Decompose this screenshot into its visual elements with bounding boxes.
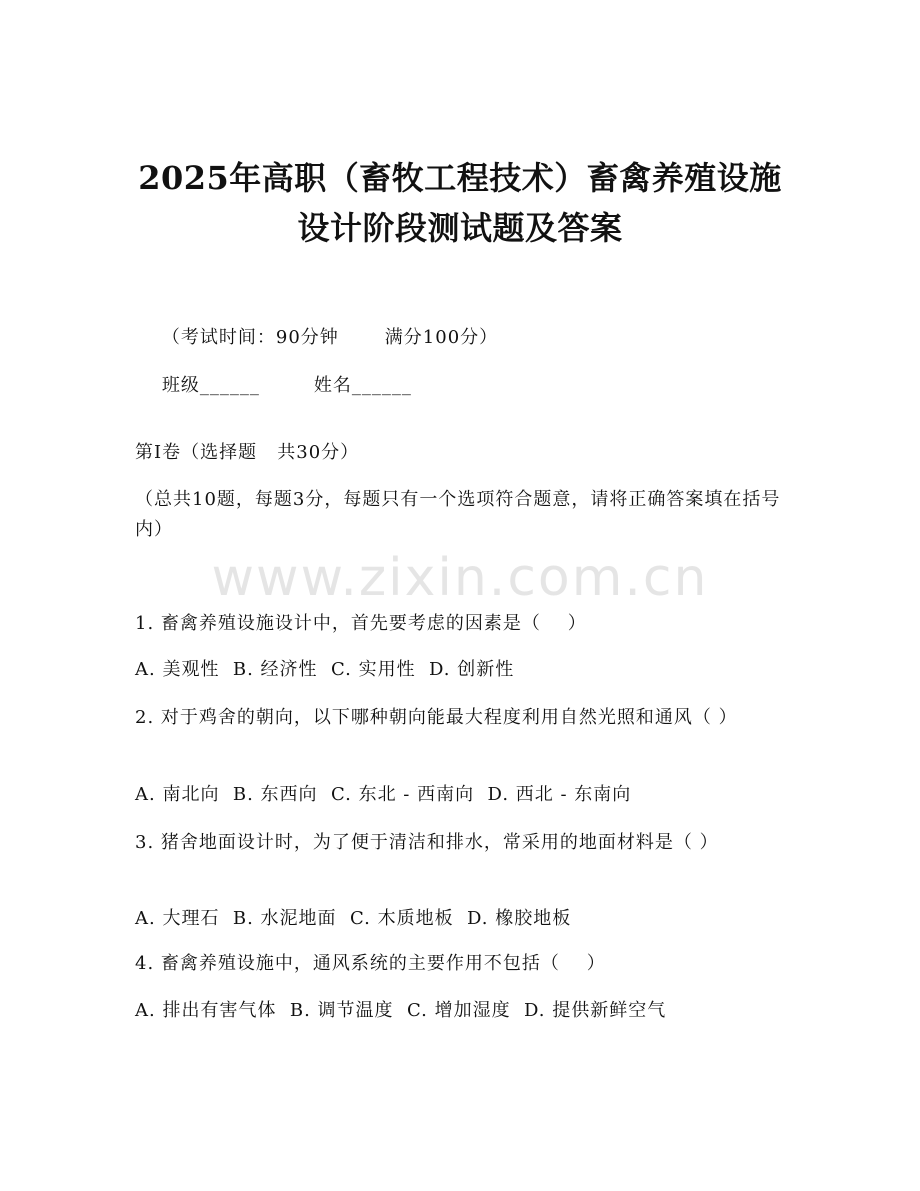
question-2-stem: 2. 对于鸡舍的朝向，以下哪种朝向能最大程度利用自然光照和通风（ ）	[135, 707, 738, 728]
document-title-line-2: 设计阶段测试题及答案	[297, 209, 623, 247]
class-field: 班级______	[161, 375, 260, 396]
student-info	[135, 350, 412, 422]
exam-score: 满分100分）	[384, 327, 499, 348]
question-3-stem: 3. 猪舍地面设计时，为了便于清洁和排水，常采用的地面材料是（ ）	[135, 832, 719, 853]
section-instruction: （总共10题，每题3分，每题只有一个选项符合题意，请将正确答案填在括号内）	[135, 489, 781, 540]
question-3-options: A. 大理石 B. 水泥地面 C. 木质地板 D. 橡胶地板	[135, 908, 572, 929]
question-4-options: A. 排出有害气体 B. 调节温度 C. 增加湿度 D. 提供新鲜空气	[135, 1000, 667, 1021]
section-heading: 第I卷（选择题 共30分）	[135, 442, 360, 463]
name-field: 姓名______	[313, 375, 412, 396]
document-title-line-1: 2025年高职（畜牧工程技术）畜禽养殖设施	[138, 159, 782, 197]
question-4-stem: 4. 畜禽养殖设施中，通风系统的主要作用不包括（ ）	[135, 953, 606, 974]
watermark: www.zixin.com.cn	[211, 548, 709, 608]
exam-time: （考试时间：90分钟	[161, 327, 339, 348]
question-1-options: A. 美观性 B. 经济性 C. 实用性 D. 创新性	[135, 659, 515, 680]
question-1-stem: 1. 畜禽养殖设施设计中，首先要考虑的因素是（ ）	[135, 613, 587, 634]
question-2-options: A. 南北向 B. 东西向 C. 东北 - 西南向 D. 西北 - 东南向	[135, 784, 632, 805]
